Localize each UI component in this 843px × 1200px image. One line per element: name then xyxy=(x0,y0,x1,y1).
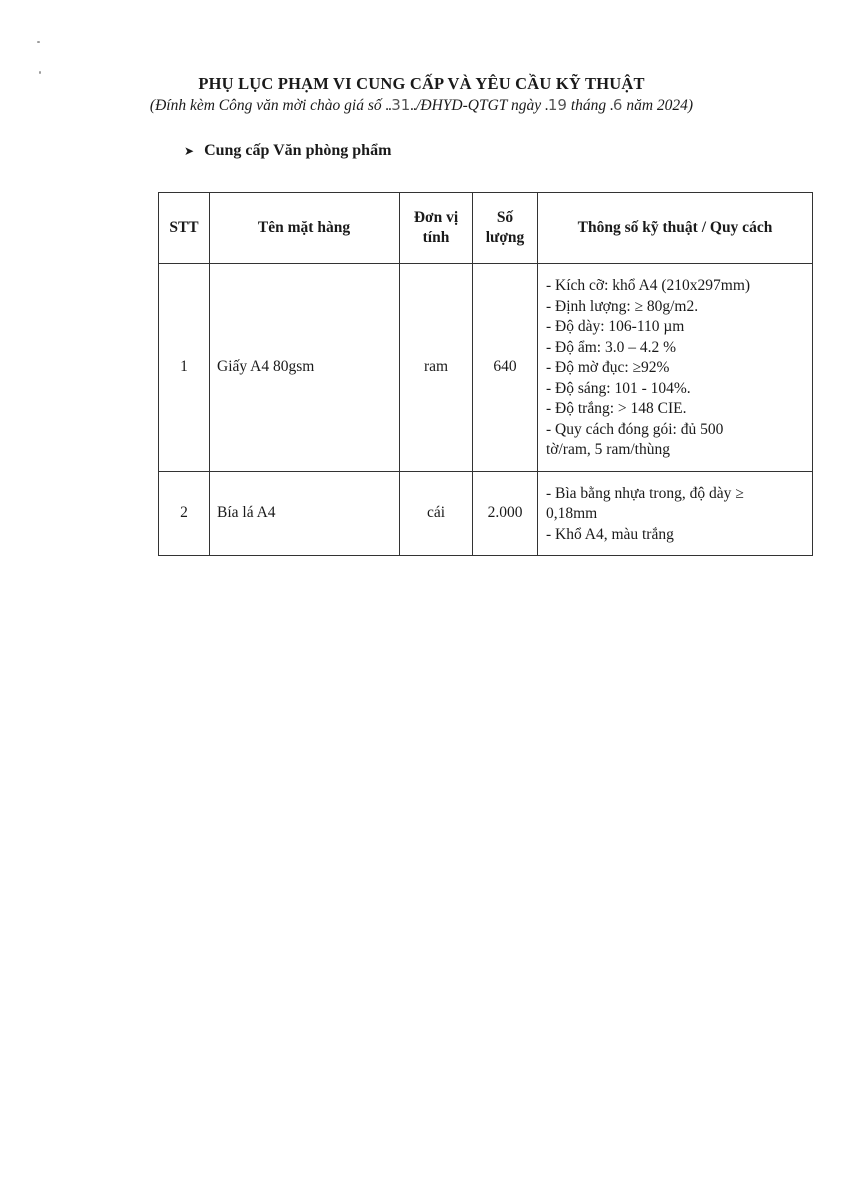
subtitle-suffix: năm 2024) xyxy=(622,97,694,114)
spec-line: - Khổ A4, màu trắng xyxy=(546,525,674,543)
spec-line: - Độ mờ đục: ≥92% xyxy=(546,359,670,376)
dotted-fill: . xyxy=(545,97,548,114)
spec-line: - Độ trắng: > 148 CIE. xyxy=(546,400,687,417)
cell-quantity: 2.000 xyxy=(473,471,538,556)
document-title: PHỤ LỤC PHẠM VI CUNG CẤP VÀ YÊU CẦU KỸ THUẬT xyxy=(198,74,645,93)
cell-unit: cái xyxy=(400,471,473,556)
cell-quantity: 640 xyxy=(473,264,538,472)
subtitle-prefix: (Đính kèm Công văn mời chào giá số xyxy=(149,97,386,114)
section-heading xyxy=(184,142,391,160)
cell-item-name: Bía lá A4 xyxy=(210,471,400,556)
header-stt: STT xyxy=(159,193,210,264)
cell-stt: 2 xyxy=(159,471,210,556)
dotted-fill: .. xyxy=(410,97,417,114)
section-heading-text: Cung cấp Văn phòng phẩm xyxy=(204,142,392,159)
spec-line: - Độ dày: 106-110 µm xyxy=(546,318,685,335)
cell-unit: ram xyxy=(400,264,473,472)
spec-line: - Độ ẩm: 3.0 – 4.2 % xyxy=(546,338,677,356)
header-spec: Thông số kỹ thuật / Quy cách xyxy=(538,193,813,264)
header-unit-line2: tính xyxy=(422,229,450,246)
header-unit xyxy=(400,193,473,264)
dotted-fill: .. xyxy=(385,97,392,114)
spec-line: 0,18mm xyxy=(546,505,598,522)
spec-line: - Kích cỡ: khổ A4 (210x297mm) xyxy=(546,277,751,294)
table-row xyxy=(159,264,813,472)
header-qty-line1: Số xyxy=(496,209,514,226)
spec-line: tờ/ram, 5 ram/thùng xyxy=(546,441,670,458)
table-header-row xyxy=(159,193,813,264)
spec-line: - Bìa bằng nhựa trong, độ dày ≥ xyxy=(546,484,744,502)
spec-line: - Quy cách đóng gói: đủ 500 xyxy=(546,420,724,438)
cell-spec xyxy=(538,264,813,472)
subtitle-month-label: tháng xyxy=(566,97,611,114)
header-qty-line2: lượng xyxy=(485,229,525,246)
scan-speck xyxy=(37,41,40,43)
arrow-bullet-icon: ➤ xyxy=(184,144,195,158)
header-quantity xyxy=(473,193,538,264)
cell-spec xyxy=(538,471,813,556)
dotted-fill: . xyxy=(610,97,613,114)
cell-stt: 1 xyxy=(159,264,210,472)
header-unit-line1: Đơn vị xyxy=(413,209,459,226)
document-subtitle xyxy=(0,96,843,115)
handwritten-doc-number: 31 xyxy=(391,96,411,114)
subtitle-middle: /ĐHYD-QTGT ngày xyxy=(416,97,545,114)
handwritten-day: 19 xyxy=(547,96,567,114)
header-item-name: Tên mặt hàng xyxy=(210,193,400,264)
table-row xyxy=(159,471,813,556)
cell-item-name: Giấy A4 80gsm xyxy=(210,264,400,472)
supply-table xyxy=(158,192,813,556)
spec-line: - Định lượng: ≥ 80g/m2. xyxy=(546,297,699,315)
handwritten-month: 6 xyxy=(612,96,623,114)
spec-line: - Độ sáng: 101 - 104%. xyxy=(546,379,691,397)
